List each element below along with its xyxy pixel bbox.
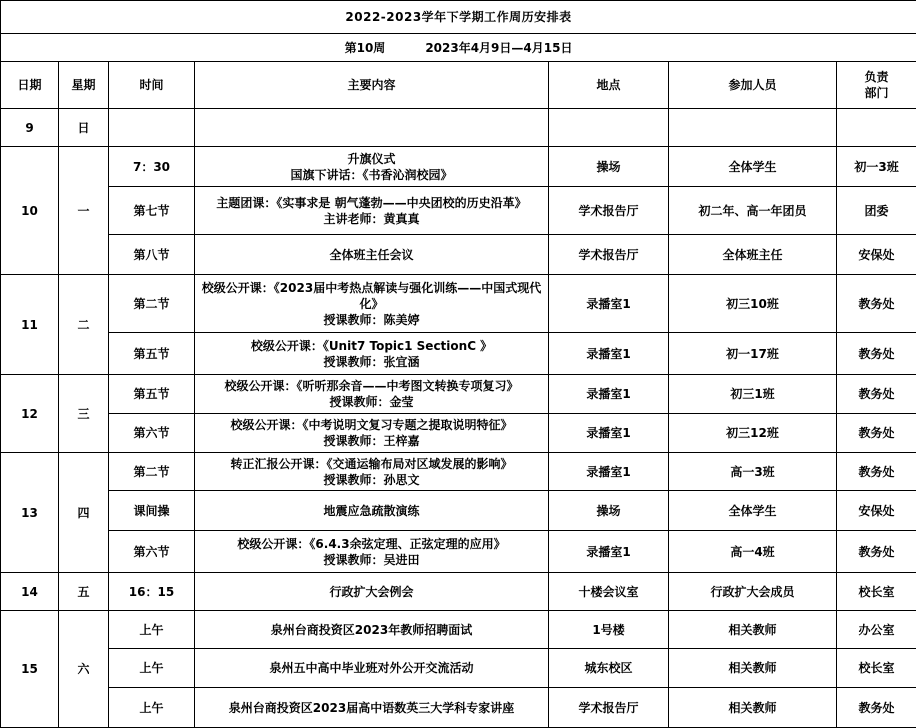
dept-cell: 安保处: [837, 235, 916, 275]
content-cell: [195, 109, 549, 147]
participants-cell: 高一3班: [669, 453, 837, 491]
content-line: 授课教师：金莹: [201, 394, 542, 410]
dept-cell: 教务处: [837, 531, 916, 573]
date-cell: 10: [1, 147, 59, 275]
content-line: 泉州台商投资区2023年教师招聘面试: [201, 622, 542, 638]
header-dept-line1: 负责: [843, 69, 910, 85]
location-cell: 录播室1: [549, 333, 669, 375]
time-cell: 上午: [109, 611, 195, 649]
date-cell: 15: [1, 611, 59, 728]
content-line: 转正汇报公开课：《交通运输布局对区域发展的影响》: [201, 456, 542, 472]
content-line: 地震应急疏散演练: [201, 503, 542, 519]
table-row: [1, 611, 916, 649]
week-info: [1, 34, 916, 62]
time-cell: 课间操: [109, 491, 195, 531]
weekday-cell: 日: [59, 109, 109, 147]
content-line: 校级公开课：《6.4.3余弦定理、正弦定理的应用》: [201, 536, 542, 552]
time-cell: 第八节: [109, 235, 195, 275]
dept-cell: 校长室: [837, 649, 916, 688]
location-cell: 1号楼: [549, 611, 669, 649]
participants-cell: 全体班主任: [669, 235, 837, 275]
content-line: 校级公开课：《中考说明文复习专题之提取说明特征》: [201, 417, 542, 433]
header-weekday: 星期: [59, 62, 109, 109]
participants-cell: 全体学生: [669, 491, 837, 531]
table-row: [1, 649, 916, 688]
content-cell: [195, 531, 549, 573]
content-cell: [195, 649, 549, 688]
content-cell: [195, 573, 549, 611]
content-cell: [195, 275, 549, 333]
participants-cell: 初三10班: [669, 275, 837, 333]
location-cell: 十楼会议室: [549, 573, 669, 611]
table-row: [1, 235, 916, 275]
date-cell: 12: [1, 375, 59, 453]
dept-cell: 团委: [837, 187, 916, 235]
content-line: 主讲老师：黄真真: [201, 211, 542, 227]
time-cell: 第二节: [109, 275, 195, 333]
weekday-cell: 六: [59, 611, 109, 728]
content-cell: [195, 235, 549, 275]
date-cell: 13: [1, 453, 59, 573]
location-cell: 录播室1: [549, 375, 669, 414]
content-cell: [195, 611, 549, 649]
header-date: 日期: [1, 62, 59, 109]
location-cell: 学术报告厅: [549, 235, 669, 275]
weekday-cell: 三: [59, 375, 109, 453]
date-cell: 14: [1, 573, 59, 611]
table-row: [1, 109, 916, 147]
date-cell: 9: [1, 109, 59, 147]
location-cell: 城东校区: [549, 649, 669, 688]
dept-cell: 校长室: [837, 573, 916, 611]
content-line: 校级公开课：《2023届中考热点解读与强化训练——中国式现代化》: [201, 280, 542, 312]
location-cell: 录播室1: [549, 275, 669, 333]
participants-cell: 行政扩大会成员: [669, 573, 837, 611]
time-cell: 第二节: [109, 453, 195, 491]
dept-cell: 教务处: [837, 453, 916, 491]
week-label: 第10周: [345, 41, 386, 55]
content-cell: [195, 333, 549, 375]
weekday-cell: 一: [59, 147, 109, 275]
table-row: [1, 333, 916, 375]
dept-cell: 办公室: [837, 611, 916, 649]
table-row: [1, 275, 916, 333]
content-line: 校级公开课：《Unit7 Topic1 SectionC 》: [201, 338, 542, 354]
content-line: 授课教师：孙思文: [201, 472, 542, 488]
content-line: 国旗下讲话：《书香沁润校园》: [201, 167, 542, 183]
dept-cell: 安保处: [837, 491, 916, 531]
header-dept-line2: 部门: [843, 85, 910, 101]
weekday-cell: 四: [59, 453, 109, 573]
date-cell: 11: [1, 275, 59, 375]
header-dept: [837, 62, 916, 109]
location-cell: 学术报告厅: [549, 187, 669, 235]
content-cell: [195, 187, 549, 235]
content-cell: [195, 414, 549, 453]
week-range: 2023年4月9日—4月15日: [425, 41, 572, 55]
content-cell: [195, 453, 549, 491]
time-cell: 第五节: [109, 375, 195, 414]
participants-cell: 全体学生: [669, 147, 837, 187]
location-cell: 学术报告厅: [549, 688, 669, 728]
content-line: 授课教师：陈美婷: [201, 312, 542, 328]
dept-cell: 教务处: [837, 688, 916, 728]
content-line: 泉州五中高中毕业班对外公开交流活动: [201, 660, 542, 676]
participants-cell: 高一4班: [669, 531, 837, 573]
dept-cell: 教务处: [837, 275, 916, 333]
table-row: [1, 531, 916, 573]
table-row: [1, 491, 916, 531]
header-time: 时间: [109, 62, 195, 109]
location-cell: 录播室1: [549, 453, 669, 491]
table-row: [1, 453, 916, 491]
content-line: 授课教师：王梓嘉: [201, 433, 542, 449]
participants-cell: 初三1班: [669, 375, 837, 414]
page-title: 2022-2023学年下学期工作周历安排表: [1, 1, 916, 34]
participants-cell: 初三12班: [669, 414, 837, 453]
time-cell: 16：15: [109, 573, 195, 611]
location-cell: [549, 109, 669, 147]
time-cell: 第五节: [109, 333, 195, 375]
dept-cell: [837, 109, 916, 147]
content-cell: [195, 147, 549, 187]
content-line: 行政扩大会例会: [201, 584, 542, 600]
participants-cell: [669, 109, 837, 147]
time-cell: 7：30: [109, 147, 195, 187]
participants-cell: 相关教师: [669, 688, 837, 728]
table-row: [1, 573, 916, 611]
content-cell: [195, 375, 549, 414]
dept-cell: 教务处: [837, 375, 916, 414]
time-cell: 上午: [109, 688, 195, 728]
header-row: [1, 62, 916, 109]
header-location: 地点: [549, 62, 669, 109]
weekday-cell: 五: [59, 573, 109, 611]
time-cell: 第六节: [109, 414, 195, 453]
content-line: 升旗仪式: [201, 151, 542, 167]
location-cell: 录播室1: [549, 531, 669, 573]
participants-cell: 相关教师: [669, 649, 837, 688]
participants-cell: 初二年、高一年团员: [669, 187, 837, 235]
header-participants: 参加人员: [669, 62, 837, 109]
time-cell: 上午: [109, 649, 195, 688]
weekday-cell: 二: [59, 275, 109, 375]
content-line: 授课教师：张宜涵: [201, 354, 542, 370]
table-row: [1, 187, 916, 235]
location-cell: 操场: [549, 491, 669, 531]
content-line: 授课教师：吴进田: [201, 552, 542, 568]
dept-cell: 初一3班: [837, 147, 916, 187]
table-row: [1, 414, 916, 453]
content-line: 主题团课：《实事求是 朝气蓬勃——中央团校的历史沿革》: [201, 195, 542, 211]
time-cell: [109, 109, 195, 147]
location-cell: 录播室1: [549, 414, 669, 453]
location-cell: 操场: [549, 147, 669, 187]
header-content: 主要内容: [195, 62, 549, 109]
content-line: 泉州台商投资区2023届高中语数英三大学科专家讲座: [201, 700, 542, 716]
content-cell: [195, 491, 549, 531]
time-cell: 第七节: [109, 187, 195, 235]
time-cell: 第六节: [109, 531, 195, 573]
dept-cell: 教务处: [837, 333, 916, 375]
table-row: [1, 147, 916, 187]
content-line: 校级公开课：《听听那余音——中考图文转换专项复习》: [201, 378, 542, 394]
dept-cell: 教务处: [837, 414, 916, 453]
participants-cell: 初一17班: [669, 333, 837, 375]
table-row: [1, 375, 916, 414]
participants-cell: 相关教师: [669, 611, 837, 649]
content-line: 全体班主任会议: [201, 247, 542, 263]
